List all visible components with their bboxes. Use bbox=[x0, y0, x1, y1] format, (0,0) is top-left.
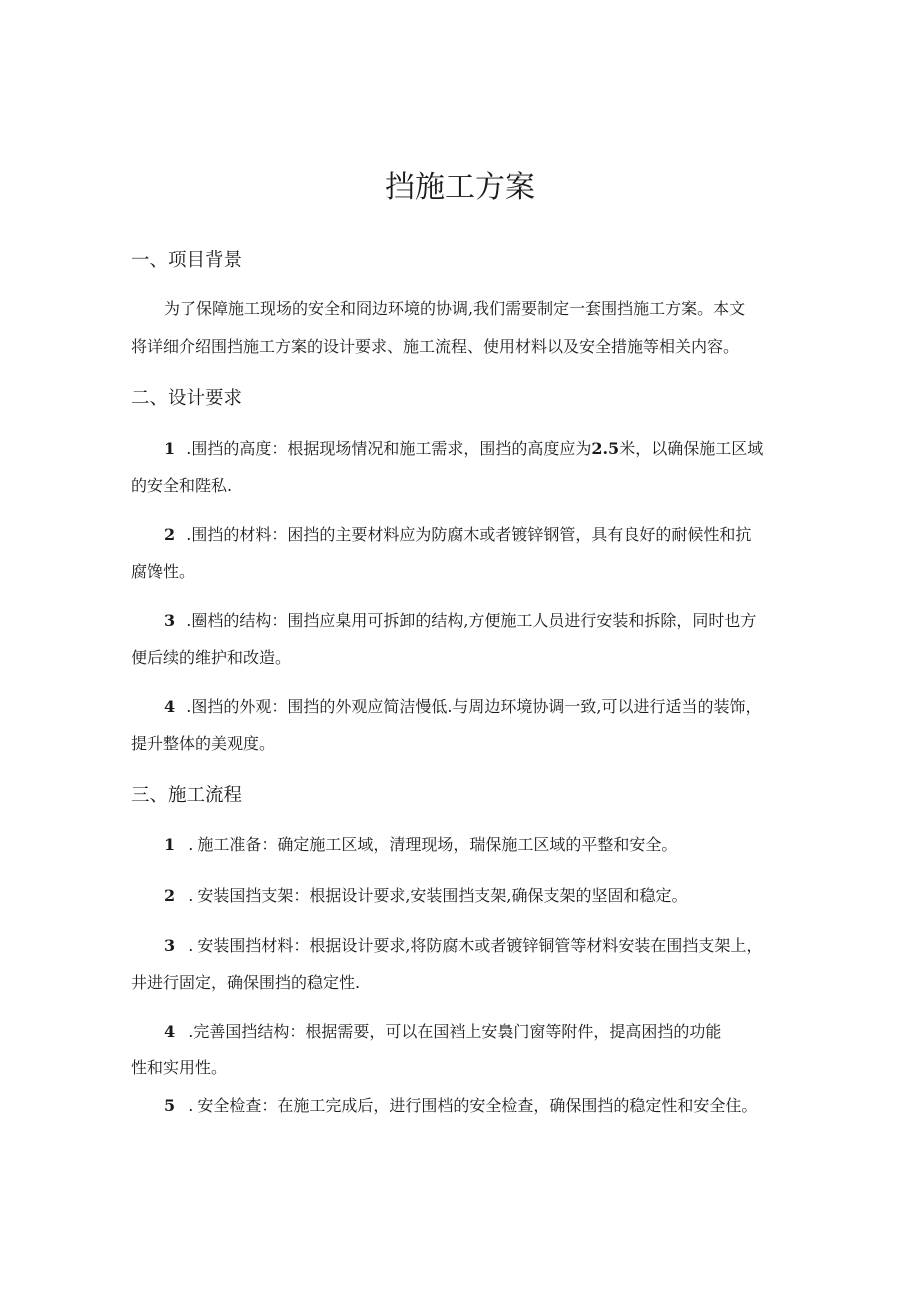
background-paragraph-line-1: 为了保障施工现场的安全和冏边环境的协调,我们需要制定一套围挡施工方案。本文 bbox=[164, 299, 746, 318]
list-number: 5 bbox=[164, 1096, 176, 1115]
section-heading-design: 二、设计要求 bbox=[131, 388, 243, 409]
list-separator: . bbox=[186, 525, 192, 544]
list-separator: . bbox=[186, 439, 192, 458]
list-number: 1 bbox=[164, 835, 176, 854]
list-number: 3 bbox=[164, 611, 176, 630]
list-number: 4 bbox=[164, 697, 176, 716]
design-item-text: 围挡的高度：根据现场情况和施工需求，围挡的高度应为 bbox=[191, 439, 592, 458]
process-item-text: 安装国挡支架：根据设计要求,安装围挡支架,确保支架的坚固和稳定。 bbox=[197, 886, 688, 905]
process-item-text: 安全检查：在施工完成后，进行围档的安全检查，确保围挡的稳定性和安全住。 bbox=[197, 1096, 758, 1115]
process-item-text: 安装围挡材料：根据设计要求,将防腐木或者镀锌铜管等材料安装在围挡支架上， bbox=[197, 936, 763, 955]
design-item-3-line-2: 便后续的维护和改造。 bbox=[131, 648, 292, 667]
design-item-1-line-2: 的安全和陛私. bbox=[131, 476, 233, 495]
process-item-4-line-1 bbox=[164, 1020, 721, 1044]
list-separator: . bbox=[186, 697, 192, 716]
process-item-4-line-2: 性和实用性。 bbox=[131, 1058, 228, 1077]
list-number: 4 bbox=[164, 1022, 176, 1041]
list-separator: . bbox=[188, 886, 194, 905]
list-number: 3 bbox=[164, 936, 176, 955]
design-item-4-line-2: 提升整体的美观度。 bbox=[131, 734, 276, 753]
process-item-3-line-1 bbox=[164, 934, 762, 958]
list-separator: . bbox=[188, 1096, 194, 1115]
design-item-3-line-1 bbox=[164, 609, 756, 633]
list-separator: . bbox=[186, 611, 192, 630]
design-item-height-value: 2.5 bbox=[591, 439, 620, 458]
list-number: 2 bbox=[164, 525, 176, 544]
design-item-2-line-2: 腐馋性。 bbox=[131, 562, 196, 581]
section-heading-background: 一、项目背景 bbox=[131, 250, 243, 271]
design-item-text: 圈档的结构：围挡应臬用可拆卸的结构,方便施工人员进行安装和拆除，同时也方 bbox=[191, 611, 757, 630]
process-item-text: 完善国挡结构：根据需要，可以在国裆上安裊门窗等附件，提高困挡的功能 bbox=[193, 1022, 722, 1041]
process-item-1-line-1 bbox=[164, 833, 677, 857]
process-item-2-line-1 bbox=[164, 884, 688, 908]
section-heading-process: 三、施工流程 bbox=[131, 785, 243, 806]
process-item-5-line-1 bbox=[164, 1094, 757, 1118]
process-item-3-line-2: 井进行固定，确保围挡的稳定性. bbox=[131, 973, 361, 992]
list-separator: . bbox=[188, 936, 194, 955]
design-item-4-line-1 bbox=[164, 695, 762, 719]
background-paragraph-line-2: 将详细介绍围挡施工方案的设计要求、施工流程、使用材料以及安全措施等相关内容。 bbox=[131, 337, 740, 356]
design-item-2-line-1 bbox=[164, 523, 751, 547]
list-number: 1 bbox=[164, 439, 176, 458]
design-item-1-line-1 bbox=[164, 437, 763, 461]
process-item-text: 施工准备：确定施工区域，清理现场，瑞保施工区域的平整和安全。 bbox=[197, 835, 678, 854]
design-item-text: 米，以确保施工区域 bbox=[619, 439, 764, 458]
list-separator: . bbox=[188, 835, 194, 854]
document-title: 挡施工方案 bbox=[385, 170, 535, 205]
design-item-text: 围挡的材料：困挡的主要材料应为防腐木或者镀锌钢管，具有良好的耐候性和抗 bbox=[191, 525, 752, 544]
design-item-text: 图挡的外观：围挡的外观应简洁慢低.与周边环境协调一致,可以进行适当的装饰， bbox=[191, 697, 762, 716]
list-number: 2 bbox=[164, 886, 176, 905]
list-separator: . bbox=[188, 1022, 194, 1041]
